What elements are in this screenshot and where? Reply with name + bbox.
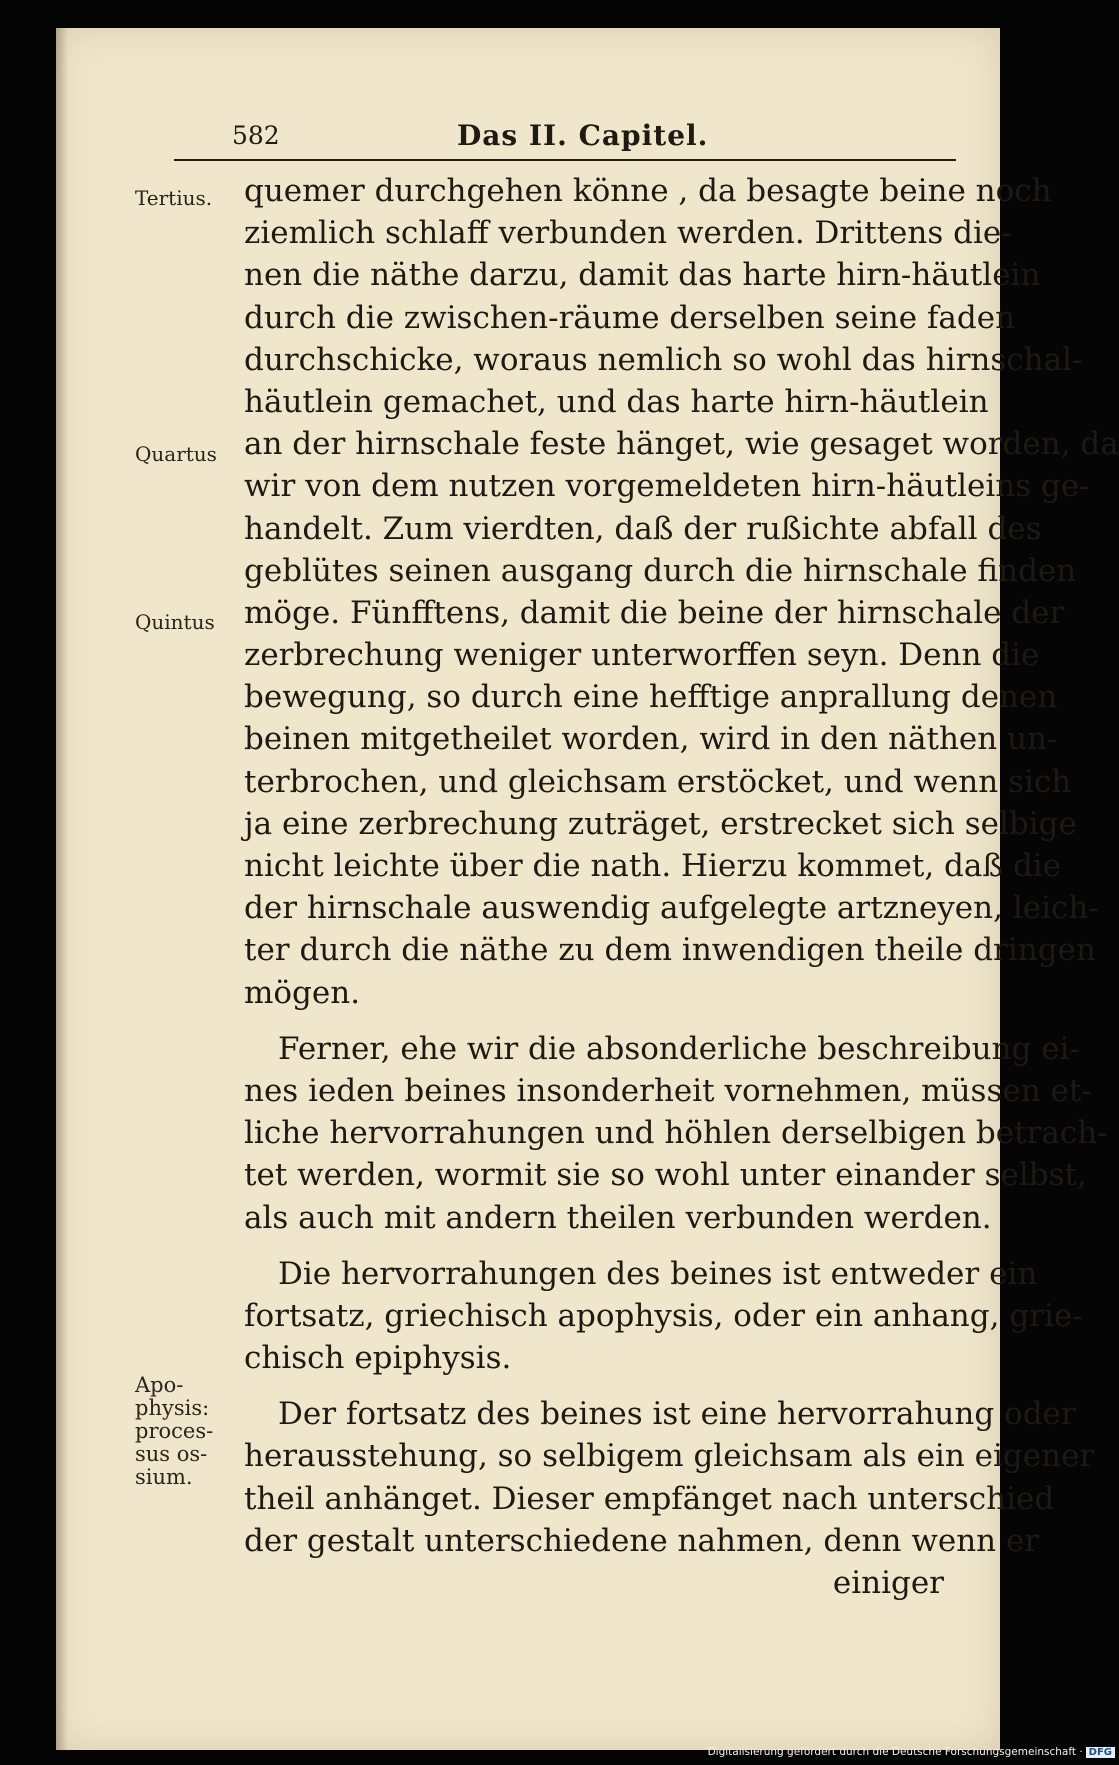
page-header [174,117,956,161]
margin-note-apophysis [135,1374,213,1489]
margin-note-apophysis-line: proces- [135,1419,214,1443]
text-line: zerbrechung weniger unterworffen seyn. Denn die [244,637,1040,674]
margin-note-apophysis-line: sus os- [135,1442,208,1466]
text-line: theil anhänget. Dieser empfänget nach unterschied [244,1480,1055,1517]
paragraph-1 [244,170,1119,1014]
main-text [244,170,1119,1604]
text-line: terbrochen, und gleichsam erstöcket, und wenn sich [244,763,1072,800]
text-line: häutlein gemachet, und das harte hirn-häutlein [244,383,989,420]
margin-note-quintus: Quintus [135,610,215,634]
footer-text: Digitalisierung gefördert durch die Deutsche Forschungsgemeinschaft · [707,1746,1083,1758]
text-line: der gestalt unterschiedene nahmen, denn wenn er [244,1522,1040,1559]
paragraph-3 [244,1253,1083,1380]
text-line: beinen mitgetheilet worden, wird in den näthen un- [244,721,1058,758]
paragraph-gap [244,1379,944,1393]
text-line: Ferner, ehe wir die absonderliche beschreibung ei- [278,1030,1080,1067]
page-gutter-shadow [56,28,68,1750]
margin-note-quartus: Quartus [135,442,217,466]
text-line: mögen. [244,974,361,1011]
paragraph-4 [244,1393,1095,1562]
text-line: Die hervorrahungen des beines ist entweder ein [278,1255,1038,1292]
text-line: handelt. Zum vierdten, daß der rußichte abfall des [244,510,1042,547]
margin-note-apophysis-line: sium. [135,1465,193,1489]
text-line: durch die zwischen-räume derselben seine faden [244,299,1016,336]
running-title: Das II. Capitel. [457,119,709,152]
text-line: nen die näthe darzu, damit das harte hirn-häutlein [244,257,1041,294]
paragraph-gap [244,1014,944,1028]
margin-note-apophysis-line: Apo- [135,1373,184,1397]
text-line: quemer durchgehen könne , da besagte beine noch [244,173,1052,209]
text-line: nes ieden beines insonderheit vornehmen, müssen et- [244,1072,1092,1109]
text-line: Der fortsatz des beines ist eine hervorrahung oder [278,1396,1076,1433]
text-line: ter durch die näthe zu dem inwendigen theile dringen [244,932,1096,969]
text-line: wir von dem nutzen vorgemeldeten hirn-häutleins ge- [244,468,1090,505]
text-line: bewegung, so durch eine hefftige anprallung denen [244,679,1058,716]
text-line: möge. Fünfftens, damit die beine der hirnschale der [244,594,1065,631]
paragraph-gap [244,1239,944,1253]
text-line: an der hirnschale feste hänget, wie gesaget worden, da [244,426,1119,463]
text-line: chisch epiphysis. [244,1340,512,1377]
text-line: fortsatz, griechisch apophysis, oder ein anhang, grie- [244,1297,1083,1334]
text-line: nicht leichte über die nath. Hierzu kommet, daß die [244,848,1062,884]
digitization-footer [708,1746,1115,1758]
text-line: geblütes seinen ausgang durch die hirnschale finden [244,552,1077,589]
text-line: liche hervorrahungen und höhlen derselbigen betrach- [244,1115,1108,1152]
text-line: ziemlich schlaff verbunden werden. Drittens die- [244,215,1012,252]
text-line: durchschicke, woraus nemlich so wohl das hirnschal- [244,341,1083,378]
margin-note-apophysis-line: physis: [135,1396,210,1420]
catchword: einiger [832,1565,944,1601]
text-line: tet werden, wormit sie so wohl unter einander selbst, [244,1157,1087,1194]
text-line: der hirnschale auswendig aufgelegte artzneyen, leich- [244,890,1099,927]
paragraph-2 [244,1028,1108,1239]
dfg-logo: DFG [1086,1747,1115,1758]
text-line: ja eine zerbrechung zuträget, erstrecket sich selbige [244,805,1077,842]
text-line: herausstehung, so selbigem gleichsam als ein eigener [244,1438,1095,1475]
margin-note-tertius: Tertius. [135,186,213,210]
text-line: als auch mit andern theilen verbunden werden. [244,1199,992,1236]
page-number: 582 [232,121,280,150]
